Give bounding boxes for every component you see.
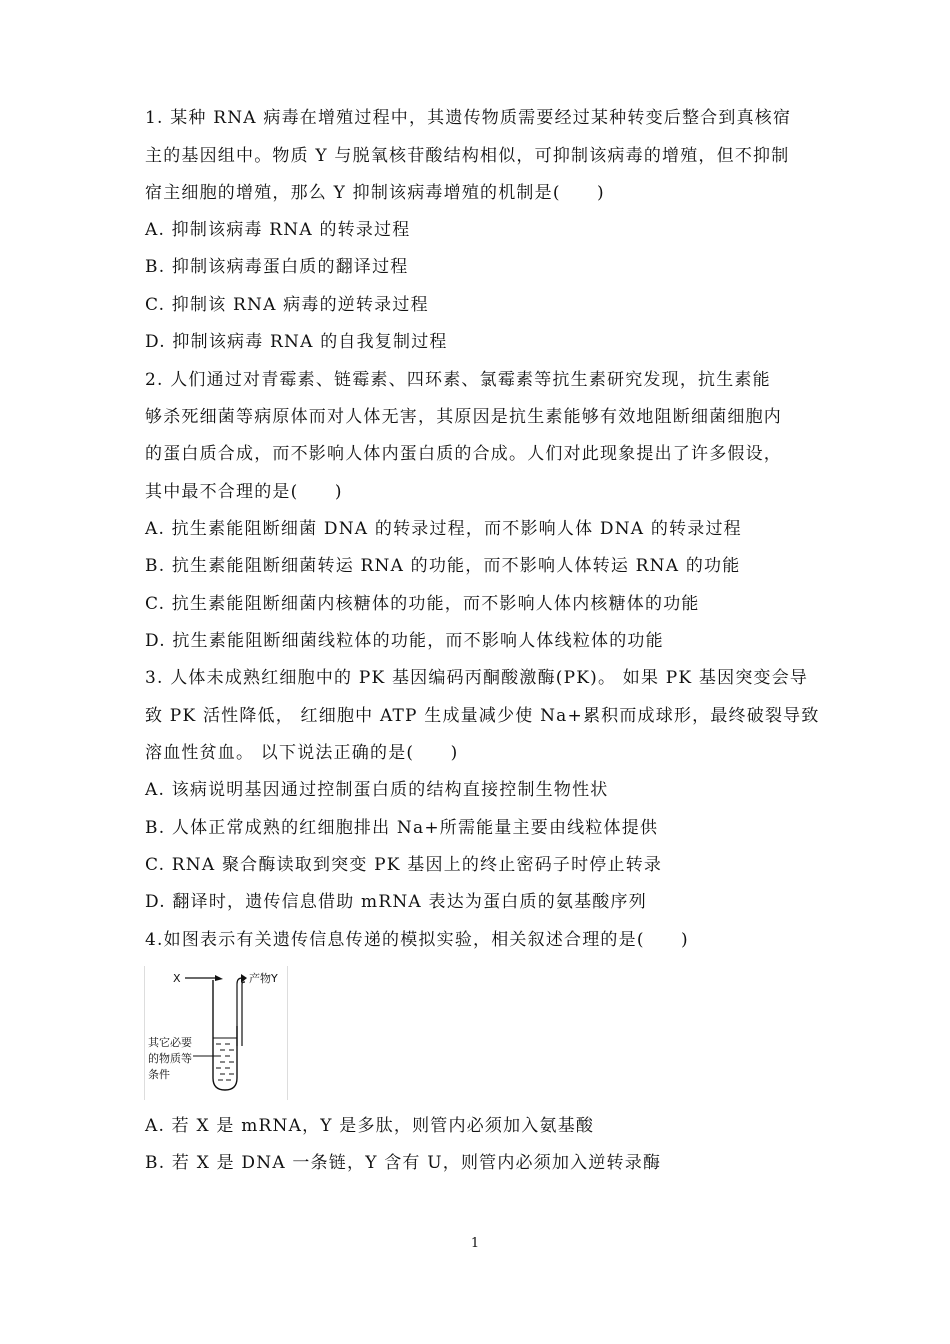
liquid-hatching xyxy=(216,1044,234,1080)
q1-stem-line-3: 宿主细胞的增殖，那么 Y 抑制该病毒增殖的机制是( ) xyxy=(145,183,605,203)
q1-option-a: A. 抑制该病毒 RNA 的转录过程 xyxy=(145,220,411,240)
q2-stem-line-4: 其中最不合理的是( ) xyxy=(145,482,343,502)
q2-option-b: B. 抗生素能阻断细菌转运 RNA 的功能，而不影响人体转运 RNA 的功能 xyxy=(145,556,741,576)
input-arrow-head xyxy=(215,975,223,981)
q3-stem-line-2: 致 PK 活性降低， 红细胞中 ATP 生成量减少使 Na+累积而成球形，最终破裂导致 xyxy=(145,706,820,726)
output-tube-left xyxy=(237,978,242,1046)
output-y-label: 产物Y xyxy=(249,972,278,985)
side-label-line-2: 的物质等 xyxy=(148,1052,192,1065)
q4-option-b: B. 若 X 是 DNA 一条链，Y 含有 U，则管内必须加入逆转录酶 xyxy=(145,1153,662,1173)
q3-option-d: D. 翻译时，遗传信息借助 mRNA 表达为蛋白质的氨基酸序列 xyxy=(145,892,647,912)
q4-stem-line-1: 4.如图表示有关遗传信息传递的模拟实验，相关叙述合理的是( ) xyxy=(145,930,689,950)
q4-option-a: A. 若 X 是 mRNA，Y 是多肽，则管内必须加入氨基酸 xyxy=(145,1116,595,1136)
q1-option-c: C. 抑制该 RNA 病毒的逆转录过程 xyxy=(145,295,429,315)
test-tube-figure xyxy=(144,966,288,1100)
q2-stem-line-1: 2. 人们通过对青霉素、链霉素、四环素、氯霉素等抗生素研究发现，抗生素能 xyxy=(145,370,771,390)
q2-option-d: D. 抗生素能阻断细菌线粒体的功能，而不影响人体线粒体的功能 xyxy=(145,631,664,651)
output-tube-right xyxy=(242,982,245,1046)
q1-option-b: B. 抑制该病毒蛋白质的翻译过程 xyxy=(145,257,409,277)
q2-option-a: A. 抗生素能阻断细菌 DNA 的转录过程，而不影响人体 DNA 的转录过程 xyxy=(145,519,742,539)
q2-stem-line-3: 的蛋白质合成，而不影响人体内蛋白质的合成。人们对此现象提出了许多假设， xyxy=(145,444,782,464)
q1-option-d: D. 抑制该病毒 RNA 的自我复制过程 xyxy=(145,332,448,352)
q3-stem-line-3: 溶血性贫血。 以下说法正确的是( ) xyxy=(145,743,459,763)
q1-stem-line-2: 主的基因组中。物质 Y 与脱氧核苷酸结构相似，可抑制该病毒的增殖，但不抑制 xyxy=(145,146,790,166)
input-x-label: X xyxy=(173,972,181,985)
q3-stem-line-1: 3. 人体未成熟红细胞中的 PK 基因编码丙酮酸激酶(PK)。 如果 PK 基因突变会导 xyxy=(145,668,809,688)
q2-option-c: C. 抗生素能阻断细菌内核糖体的功能，而不影响人体内核糖体的功能 xyxy=(145,594,700,614)
side-label-line-3: 条件 xyxy=(148,1068,170,1081)
q3-option-a: A. 该病说明基因通过控制蛋白质的结构直接控制生物性状 xyxy=(145,780,609,800)
q3-option-c: C. RNA 聚合酶读取到突变 PK 基因上的终止密码子时停止转录 xyxy=(145,855,663,875)
q2-stem-line-2: 够杀死细菌等病原体而对人体无害，其原因是抗生素能够有效地阻断细菌细胞内 xyxy=(145,407,782,427)
q1-stem-line-1: 1. 某种 RNA 病毒在增殖过程中，其遗传物质需要经过某种转变后整合到真核宿 xyxy=(145,108,792,128)
test-tube-diagram xyxy=(145,966,287,1100)
side-label-line-1: 其它必要 xyxy=(148,1036,192,1049)
page-number: 1 xyxy=(470,1236,480,1251)
q3-option-b: B. 人体正常成熟的红细胞排出 Na+所需能量主要由线粒体提供 xyxy=(145,818,659,838)
